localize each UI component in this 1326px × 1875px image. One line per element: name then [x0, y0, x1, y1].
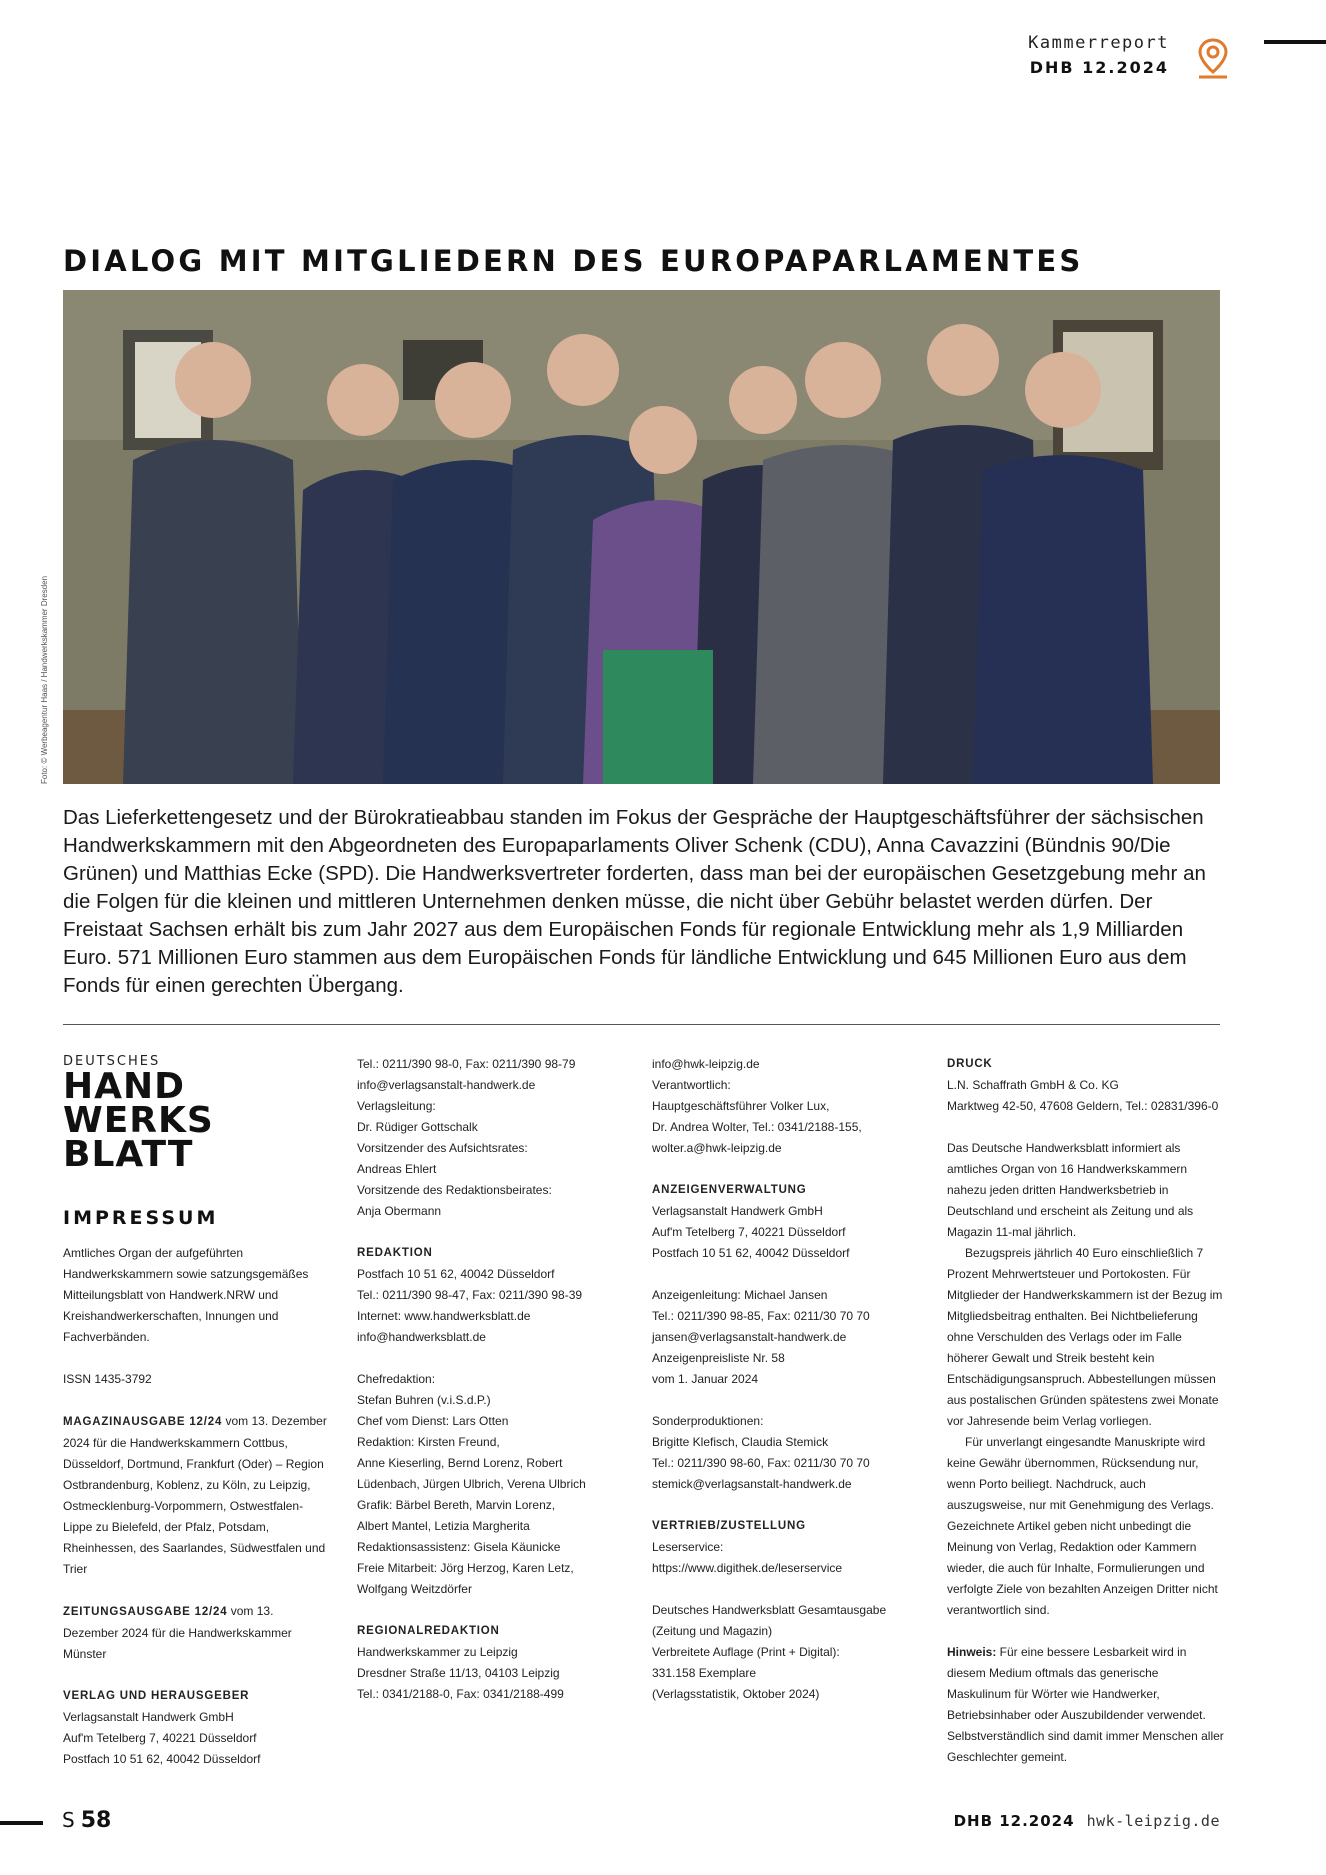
auflage-line: (Verlagsstatistik, Oktober 2024)	[652, 1687, 820, 1701]
auflage-line: 331.158 Exemplare	[652, 1666, 757, 1680]
redaktion-line: Tel.: 0211/390 98-47, Fax: 0211/390 98-39	[357, 1288, 583, 1302]
anzeigenleitung-line: Tel.: 0211/390 98-85, Fax: 0211/30 70 70	[652, 1309, 870, 1323]
page-prefix: S	[62, 1808, 75, 1832]
verlag-line: Auf'm Tetelberg 7, 40221 Düsseldorf	[63, 1731, 257, 1745]
anzeigenleitung-line: Anzeigenpreisliste Nr. 58	[652, 1351, 785, 1365]
auflage-line: Verbreitete Auflage (Print + Digital):	[652, 1645, 840, 1659]
manuskript-paragraph: Für unverlangt eingesandte Manuskripte wird keine Gewähr übernommen, Rücksendung nur, wenn Porto beiliegt. Nachdruck, auch auszugsweise, nur mit Genehmigung des Verlags. Gezeichnete Artikel geben nicht unbedingt die Meinung von Verlag, Redaktion oder Kammern wieder, die auch für Inhalte, Formulierungen und verfolgte Ziele von bezahlten Anzeigen Dritter nicht verantwortlich sind.	[947, 1435, 1218, 1617]
verlag-line: Postfach 10 51 62, 40042 Düsseldorf	[63, 1752, 261, 1766]
redaktion-line[interactable]: info@handwerksblatt.de	[357, 1330, 486, 1344]
vertrieb-line: Leserservice:	[652, 1540, 724, 1554]
zeitung-label: ZEITUNGSAUSGABE 12/24	[63, 1606, 228, 1618]
hinweis-label: Hinweis:	[947, 1645, 997, 1659]
sonderproduktion-line: Brigitte Klefisch, Claudia Stemick	[652, 1435, 829, 1449]
sonderproduktion-line[interactable]: stemick@verlagsanstalt-handwerk.de	[652, 1477, 852, 1491]
regional-line: Handwerkskammer zu Leipzig	[357, 1645, 518, 1659]
verlag-contact-line: Vorsitzender des Aufsichtsrates:	[357, 1141, 528, 1155]
redaktion-label: REDAKTION	[357, 1247, 433, 1259]
page-number-value: 58	[80, 1808, 112, 1833]
location-pin-icon	[1193, 36, 1233, 80]
chefredaktion-line: Albert Mantel, Letizia Margherita	[357, 1519, 530, 1533]
anzeigenverwaltung-label: ANZEIGENVERWALTUNG	[652, 1184, 807, 1196]
magazin-ausgabe	[63, 1411, 328, 1580]
verlag-label: VERLAG UND HERAUSGEBER	[63, 1690, 250, 1702]
regional-contact-line[interactable]: wolter.a@hwk-leipzig.de	[652, 1141, 782, 1155]
impressum-column-4	[947, 1054, 1225, 1768]
vertrieb-line[interactable]: https://www.digithek.de/leserservice	[652, 1561, 843, 1575]
verlag-contact-line[interactable]: info@verlagsanstalt-handwerk.de	[357, 1078, 536, 1092]
logo-prefix: DEUTSCHES	[63, 1054, 161, 1069]
anzeigenleitung-line: Anzeigenleitung: Michael Jansen	[652, 1288, 828, 1302]
section-divider	[63, 1024, 1220, 1025]
regionalredaktion-label: REGIONALREDAKTION	[357, 1625, 500, 1637]
sonderproduktion-line: Tel.: 0211/390 98-60, Fax: 0211/30 70 70	[652, 1456, 870, 1470]
verlag-contact-line: Vorsitzende des Redaktionsbeirates:	[357, 1183, 552, 1197]
footer-info	[954, 1812, 1220, 1830]
regional-contact-line: Dr. Andrea Wolter, Tel.: 0341/2188-155,	[652, 1120, 862, 1134]
chefredaktion-line: Wolfgang Weitzdörfer	[357, 1582, 472, 1596]
chefredaktion-line: Anne Kieserling, Bernd Lorenz, Robert	[357, 1456, 563, 1470]
impressum-column-2	[357, 1054, 627, 1705]
zeitung-text: vom 13. Dezember 2024 für die Handwerkskammer Münster	[63, 1604, 292, 1661]
verlag-line: Verlagsanstalt Handwerk GmbH	[63, 1710, 234, 1724]
anzeigen-line: Postfach 10 51 62, 40042 Düsseldorf	[652, 1246, 850, 1260]
chefredaktion-line: Chefredaktion:	[357, 1372, 436, 1386]
article-lead: Das Lieferkettengesetz und der Bürokratieabbau standen im Fokus der Gespräche der Hauptgeschäftsführer der sächsischen Handwerkskammern mit den Abgeordneten des Europaparlaments Oliver Schenk (CDU), Anna Cavazzini (Bündnis 90/Die Grünen) und Matthias Ecke (SPD). Die Handwerksvertreter forderten, dass man bei der europäischen Gesetzgebung mehr an die Folgen für die kleinen und mittleren Unternehmen denken müsse, die nicht über Gebühr belastet werden dürfen. Der Freistaat Sachsen erhält bis zum Jahr 2027 aus dem Europäischen Fonds für regionale Entwicklung mehr als 1,9 Milliarden Euro. 571 Millionen Euro stammen aus dem Europäischen Fonds für ländliche Entwicklung und 645 Millionen Euro aus dem Fonds für einen gerechten Übergang.	[63, 806, 1206, 997]
auflage-line: Deutsches Handwerksblatt Gesamtausgabe	[652, 1603, 887, 1617]
chefredaktion-line: Chef vom Dienst: Lars Otten	[357, 1414, 509, 1428]
chefredaktion-line: Freie Mitarbeit: Jörg Herzog, Karen Letz,	[357, 1561, 574, 1575]
regional-contact-line: Verantwortlich:	[652, 1078, 731, 1092]
page-number	[62, 1808, 111, 1833]
info-paragraph: Das Deutsche Handwerksblatt informiert als amtliches Organ von 16 Handwerkskammern nahezu jeden dritten Handwerksbetrieb in Deutschland und erscheint als Zeitung und als Magazin 11-mal jährlich.	[947, 1141, 1194, 1239]
issue-label: DHB 12.2024	[1029, 58, 1169, 77]
anzeigenleitung-line[interactable]: jansen@verlagsanstalt-handwerk.de	[652, 1330, 847, 1344]
logo-line-1: HAND	[63, 1066, 186, 1107]
anzeigen-line: Auf'm Tetelberg 7, 40221 Düsseldorf	[652, 1225, 846, 1239]
zeitung-ausgabe	[63, 1601, 328, 1665]
top-rule	[1264, 40, 1326, 44]
footer-rule	[0, 1821, 43, 1825]
section-kicker	[1028, 33, 1169, 77]
druck-label: DRUCK	[947, 1058, 993, 1070]
bezug-paragraph: Bezugspreis jährlich 40 Euro einschließlich 7 Prozent Mehrwertsteuer und Portokosten. Für Mitglieder der Handwerkskammern ist der Bezug im Mitgliedsbeitrag enthalten. Bei Nichtbelieferung ohne Verschulden des Verlags oder im Falle höherer Gewalt und Streik besteht kein Entschädigungsanspruch. Abbestellungen müssen aus postalischen Gründen spätestens zwei Monate vor Jahresende beim Verlag vorliegen.	[947, 1246, 1223, 1428]
chefredaktion-line: Stefan Buhren (v.i.S.d.P.)	[357, 1393, 491, 1407]
chefredaktion-line: Lüdenbach, Jürgen Ulbrich, Verena Ulbrich	[357, 1477, 586, 1491]
regional-line: Tel.: 0341/2188-0, Fax: 0341/2188-499	[357, 1687, 564, 1701]
impressum-column-3	[652, 1054, 922, 1705]
issn: ISSN 1435-3792	[63, 1372, 152, 1386]
magazin-label: MAGAZINAUSGABE 12/24	[63, 1416, 223, 1428]
logo-line-2: WERKS	[63, 1100, 214, 1141]
verlag-contact-line: Verlagsleitung:	[357, 1099, 436, 1113]
sonderproduktion-line: Sonderproduktionen:	[652, 1414, 764, 1428]
article-headline: DIALOG MIT MITGLIEDERN DES EUROPAPARLAMENTES	[63, 244, 1084, 278]
verlag-contact-line: Dr. Rüdiger Gottschalk	[357, 1120, 478, 1134]
verlag-contact-line: Anja Obermann	[357, 1204, 442, 1218]
chefredaktion-line: Grafik: Bärbel Bereth, Marvin Lorenz,	[357, 1498, 556, 1512]
section-name: Kammerreport	[1028, 33, 1169, 53]
chefredaktion-line: Redaktionsassistenz: Gisela Käunicke	[357, 1540, 561, 1554]
chefredaktion-line: Redaktion: Kirsten Freund,	[357, 1435, 500, 1449]
redaktion-line[interactable]: Internet: www.handwerksblatt.de	[357, 1309, 531, 1323]
anzeigen-line: Verlagsanstalt Handwerk GmbH	[652, 1204, 823, 1218]
redaktion-line: Postfach 10 51 62, 40042 Düsseldorf	[357, 1267, 555, 1281]
auflage-line: (Zeitung und Magazin)	[652, 1624, 773, 1638]
logo-line-3: BLATT	[63, 1134, 194, 1175]
verlag-contact-line: Andreas Ehlert	[357, 1162, 437, 1176]
druck-line: Marktweg 42-50, 47608 Geldern, Tel.: 02831/396-0	[947, 1099, 1219, 1113]
anzeigenleitung-line: vom 1. Januar 2024	[652, 1372, 759, 1386]
impressum-intro: Amtliches Organ der aufgeführten Handwerkskammern sowie satzungsgemäßes Mitteilungsblatt von Handwerk.NRW und Kreishandwerkerschaften, Innungen und Fachverbänden.	[63, 1246, 309, 1344]
impressum-column-1	[63, 1054, 328, 1770]
regional-contact-line: Hauptgeschäftsführer Volker Lux,	[652, 1099, 830, 1113]
vertrieb-label: VERTRIEB/ZUSTELLUNG	[652, 1520, 806, 1532]
regional-line: Dresdner Straße 11/13, 04103 Leipzig	[357, 1666, 560, 1680]
verlag-contact-line: Tel.: 0211/390 98-0, Fax: 0211/390 98-79	[357, 1057, 576, 1071]
photo-credit: Foto: © Werbeagentur Haas / Handwerkskammer Dresden	[40, 575, 49, 784]
magazin-text: vom 13. Dezember 2024 für die Handwerkskammern Cottbus, Düsseldorf, Dortmund, Frankfurt (Oder) – Region Ostbrandenburg, Koblenz, zu Köln, zu Leipzig, Ostmecklenburg-Vorpommern, Ostwestfalen-Lippe zu Bielefeld, der Pfalz, Potsdam, Rheinhessen, des Saarlandes, Südwestfalen und Trier	[63, 1414, 327, 1576]
hinweis-paragraph	[947, 1642, 1225, 1768]
impressum-heading: IMPRESSUM	[63, 1207, 219, 1229]
footer-issue: DHB 12.2024	[953, 1812, 1075, 1830]
footer-url[interactable]: hwk-leipzig.de	[1086, 1812, 1220, 1830]
regional-contact-line[interactable]: info@hwk-leipzig.de	[652, 1057, 760, 1071]
group-photo	[63, 290, 1220, 784]
hinweis-text: Für eine bessere Lesbarkeit wird in diesem Medium oftmals das generische Maskulinum für Wörter wie Handwerker, Betriebsinhaber oder Auszubildender verwendet. Selbstverständlich sind damit immer Menschen aller Geschlechter gemeint.	[947, 1645, 1224, 1764]
druck-line: L.N. Schaffrath GmbH & Co. KG	[947, 1078, 1119, 1092]
